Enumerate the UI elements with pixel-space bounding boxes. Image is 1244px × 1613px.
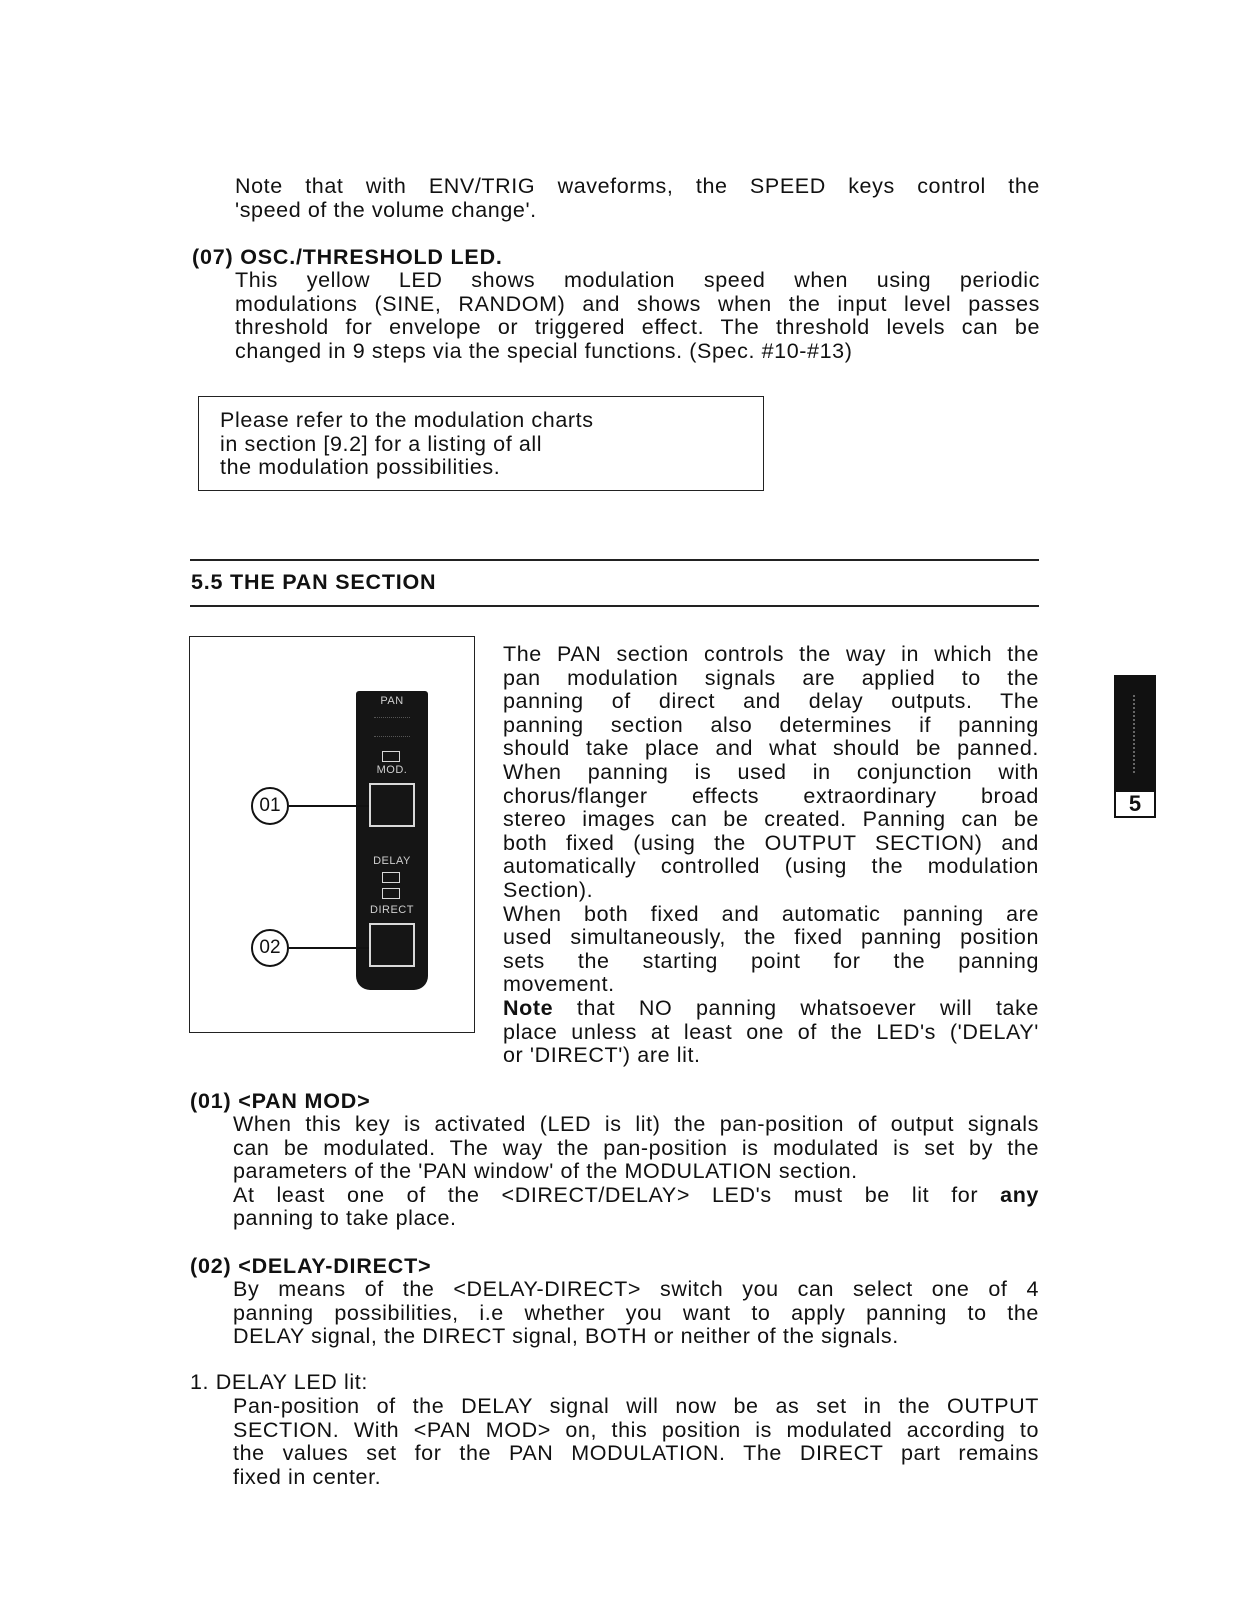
osc-threshold-heading: (07) OSC./THRESHOLD LED. bbox=[192, 245, 503, 269]
osc-threshold-line: changed in 9 steps via the special functions. (Spec. #10-#13) bbox=[235, 338, 853, 363]
note-bold: Note bbox=[503, 995, 554, 1020]
panel-delay-label: DELAY bbox=[373, 855, 411, 867]
pan-mod-line: When this key is activated (LED is lit) the pan-position of output signals bbox=[233, 1112, 1039, 1136]
callout-01-leader bbox=[289, 805, 369, 807]
callout-02: 02 bbox=[251, 929, 289, 967]
pan-desc-line: stereo images can be created. Panning can be bbox=[503, 807, 1039, 832]
pan-mod-body bbox=[233, 1113, 1039, 1231]
pan-desc-line: automatically controlled (using the modulation bbox=[503, 854, 1039, 879]
panel-direct-label: DIRECT bbox=[370, 904, 414, 916]
delay-direct-line: By means of the <DELAY-DIRECT> switch you can select one of 4 bbox=[233, 1277, 1039, 1301]
delay-led-heading: 1. DELAY LED lit: bbox=[190, 1370, 368, 1394]
panel-mod-label: MOD. bbox=[376, 764, 408, 776]
intro-note-line: 'speed of the volume change'. bbox=[235, 197, 537, 222]
delay-direct-line: DELAY signal, the DIRECT signal, BOTH or neither of the signals. bbox=[233, 1324, 899, 1349]
any-bold: any bbox=[1000, 1182, 1039, 1207]
pan-desc-line: Section). bbox=[503, 877, 594, 902]
pan-mod-heading: (01) <PAN MOD> bbox=[190, 1089, 371, 1113]
delay-direct-line: panning possibilities, i.e whether you want to apply panning to the bbox=[233, 1300, 1039, 1325]
chapter-tab-dots bbox=[1133, 695, 1137, 773]
notice-line: Please refer to the modulation charts bbox=[220, 408, 594, 432]
pan-desc-line: should take place and what should be panned. bbox=[503, 736, 1039, 761]
pan-desc-line: used simultaneously, the fixed panning position bbox=[503, 925, 1039, 950]
panel-pan-label: PAN bbox=[380, 695, 404, 707]
pan-desc-line: The PAN section controls the way in which the bbox=[503, 642, 1039, 666]
pan-mod-line: can be modulated. The way the pan-position is modulated is set by the bbox=[233, 1135, 1039, 1160]
pan-desc-note-line bbox=[503, 997, 1039, 1021]
note-rest: that NO panning whatsoever will take bbox=[553, 995, 1039, 1020]
delay-led-body bbox=[233, 1395, 1039, 1489]
notice-box bbox=[198, 396, 764, 491]
delay-led-line: Pan-position of the DELAY signal will now be as set in the OUTPUT bbox=[233, 1394, 1039, 1418]
pan-mod-line-4-text: At least one of the <DIRECT/DELAY> LED's must be lit for bbox=[233, 1182, 1001, 1207]
osc-threshold-body bbox=[235, 269, 1040, 363]
pan-description bbox=[503, 643, 1039, 1068]
pan-desc-line: panning of direct and delay outputs. The bbox=[503, 689, 1039, 714]
mod-led bbox=[382, 751, 400, 762]
pan-desc-line: pan modulation signals are applied to the bbox=[503, 665, 1039, 690]
intro-note-line: Note that with ENV/TRIG waveforms, the SPEED keys control the bbox=[235, 174, 1040, 198]
pan-desc-line: both fixed (using the OUTPUT SECTION) and bbox=[503, 830, 1039, 855]
callout-01: 01 bbox=[251, 787, 289, 825]
callout-02-leader bbox=[289, 947, 369, 949]
pan-desc-line: chorus/flanger effects extraordinary broad bbox=[503, 783, 1039, 808]
direct-led bbox=[382, 888, 400, 899]
section-top-rule bbox=[190, 559, 1039, 561]
pan-panel bbox=[356, 691, 428, 990]
pan-desc-line: When both fixed and automatic panning are bbox=[503, 901, 1039, 926]
notice-line: in section [9.2] for a listing of all bbox=[220, 431, 543, 456]
delay-direct-body bbox=[233, 1278, 1039, 1349]
osc-threshold-line: modulations (SINE, RANDOM) and shows when the input level passes bbox=[235, 291, 1040, 316]
pan-desc-line: sets the starting point for the panning bbox=[503, 948, 1039, 973]
section-title: 5.5 THE PAN SECTION bbox=[191, 570, 437, 594]
pan-mod-line: panning to take place. bbox=[233, 1206, 457, 1231]
pan-desc-line: place unless at least one of the LED's ('DELAY' bbox=[503, 1019, 1039, 1044]
delay-led-line: fixed in center. bbox=[233, 1464, 382, 1489]
section-bottom-rule bbox=[190, 605, 1039, 607]
pan-mod-key bbox=[369, 783, 415, 827]
delay-direct-key bbox=[369, 923, 415, 967]
pan-desc-line: or 'DIRECT') are lit. bbox=[503, 1043, 701, 1068]
panel-speckle bbox=[374, 717, 410, 737]
intro-note bbox=[235, 175, 1040, 222]
pan-mod-line-4 bbox=[233, 1184, 1039, 1208]
pan-desc-line: movement. bbox=[503, 972, 615, 997]
chapter-tab-block bbox=[1114, 675, 1156, 790]
notice-line: the modulation possibilities. bbox=[220, 455, 501, 480]
delay-led-line: the values set for the PAN MODULATION. The DIRECT part remains bbox=[233, 1441, 1039, 1466]
pan-desc-line: panning section also determines if panning bbox=[503, 712, 1039, 737]
delay-direct-heading: (02) <DELAY-DIRECT> bbox=[190, 1254, 432, 1278]
osc-threshold-line: This yellow LED shows modulation speed when using periodic bbox=[235, 268, 1040, 292]
chapter-tab-number: 5 bbox=[1114, 790, 1156, 818]
notice-box-text bbox=[220, 409, 594, 480]
pan-panel-figure bbox=[189, 636, 475, 1033]
delay-led-line: SECTION. With <PAN MOD> on, this position is modulated according to bbox=[233, 1417, 1039, 1442]
pan-mod-line: parameters of the 'PAN window' of the MODULATION section. bbox=[233, 1159, 858, 1184]
delay-led bbox=[382, 872, 400, 883]
osc-threshold-line: threshold for envelope or triggered effect. The threshold levels can be bbox=[235, 315, 1040, 340]
pan-desc-line: When panning is used in conjunction with bbox=[503, 759, 1039, 784]
